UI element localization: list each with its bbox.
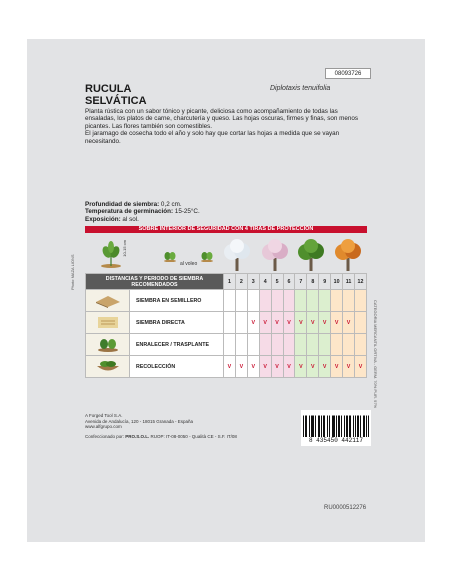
ru-code: RU0000512276 (324, 505, 367, 511)
spec-temperature: Temperatura de germinación: 15-25°C. (85, 208, 200, 216)
company-web: www.alfgrupo.com (85, 424, 122, 430)
calendar-cell (295, 334, 307, 356)
month-2: 2 (235, 274, 247, 290)
autumn-tree-icon (333, 238, 363, 272)
calendar-cell (295, 290, 307, 312)
calendar-mark: V (271, 312, 283, 334)
summer-tree-icon (296, 238, 326, 272)
description (85, 108, 367, 145)
scientific-name: Diplotaxis tenuifolia (270, 85, 331, 92)
winter-tree-icon (222, 238, 252, 272)
spec-depth: Profundidad de siembra: 0,2 cm. (85, 201, 182, 208)
company-address: Avenida de Andalucía, 120 - 18015 Granada - España (85, 418, 193, 424)
calendar-header (86, 274, 367, 290)
calendar-mark: V (343, 356, 355, 378)
calendar-mark: V (295, 312, 307, 334)
calendar-mark: V (307, 312, 319, 334)
spacing-measure: 10-15 cm (122, 240, 127, 257)
direct-sow-icon (86, 312, 130, 334)
harvest-icon (86, 356, 130, 378)
company-name: A Forged Tool S.A. (85, 413, 123, 418)
spring-tree-icon (260, 238, 290, 272)
calendar-cell (319, 290, 331, 312)
calendar-mark: V (259, 312, 271, 334)
broadcast-sowing-label: al voleo (180, 261, 198, 267)
calendar-row (86, 312, 367, 334)
calendar-cell (271, 334, 283, 356)
calendar-mark: V (319, 356, 331, 378)
calendar-cell (247, 290, 259, 312)
month-7: 7 (295, 274, 307, 290)
month-1: 1 (224, 274, 236, 290)
safety-band: SOBRE INTERIOR DE SEGURIDAD CON 4 TIRAS DE PROTECCIÓN (85, 226, 367, 233)
title-line-2: SELVÁTICA (85, 95, 147, 107)
calendar-mark: V (283, 312, 295, 334)
calendar-row-label: SIEMBRA EN SEMILLERO (130, 290, 224, 312)
calendar-cell (271, 290, 283, 312)
growing-specs (85, 201, 200, 223)
calendar-mark: V (343, 312, 355, 334)
month-8: 8 (307, 274, 319, 290)
calendar-cell (354, 290, 366, 312)
calendar-row-label: ENRALECER / TRASPLANTE (130, 334, 224, 356)
certification-line: Confeccionado por: PRO.S.O.L. RUOP: IT-08-0050 - Qualità CE - S.F. IT/08 (85, 434, 237, 439)
calendar-mark: V (247, 356, 259, 378)
calendar-cell (354, 334, 366, 356)
calendar-row-label: RECOLECCIÓN (130, 356, 224, 378)
calendar-cell (354, 312, 366, 334)
product-code: 08093726 (325, 68, 371, 79)
calendar-cell (307, 290, 319, 312)
calendar-cell (235, 290, 247, 312)
calendar-cell (331, 290, 343, 312)
sprout-icon (200, 250, 214, 262)
calendar-mark: V (259, 356, 271, 378)
sowing-calendar (85, 273, 367, 378)
calendar-cell (224, 334, 236, 356)
month-4: 4 (259, 274, 271, 290)
calendar-mark: V (271, 356, 283, 378)
calendar-cell (235, 334, 247, 356)
calendar-cell (319, 334, 331, 356)
seedbed-icon (86, 290, 130, 312)
calendar-cell (343, 334, 355, 356)
calendar-mark: V (295, 356, 307, 378)
barcode-number: 8 435450 442117 (301, 437, 371, 444)
company-info (85, 413, 193, 430)
photo-credit: Photo MAZA LIONS (70, 254, 75, 290)
product-title (85, 83, 147, 107)
calendar-row (86, 356, 367, 378)
calendar-mark: V (224, 356, 236, 378)
month-6: 6 (283, 274, 295, 290)
plant-spacing-icon (100, 240, 122, 268)
calendar-cell (343, 290, 355, 312)
calendar-mark: V (354, 356, 366, 378)
description-paragraph-1: Planta rústica con un sabor tónico y picante, deliciosa como acompañamiento de todas las ensaladas, los platos de carne, charcutería y queso. Las hojas oscuras, firmes y finas, son menos picantes. Las flores también son comestibles. (85, 108, 359, 130)
title-line-1: RUCULA (85, 83, 132, 95)
calendar-cell (247, 334, 259, 356)
calendar-row-label: SIEMBRA DIRECTA (130, 312, 224, 334)
calendar-cell (259, 334, 271, 356)
calendar-cell (224, 290, 236, 312)
calendar-mark: V (307, 356, 319, 378)
calendar-cell (235, 312, 247, 334)
calendar-cell (259, 290, 271, 312)
calendar-cell (224, 312, 236, 334)
month-9: 9 (319, 274, 331, 290)
calendar-mark: V (235, 356, 247, 378)
calendar-cell (283, 334, 295, 356)
month-10: 10 (331, 274, 343, 290)
calendar-row (86, 334, 367, 356)
calendar-cell (331, 334, 343, 356)
calendar-mark: V (331, 312, 343, 334)
spec-exposure: Exposición: al sol. (85, 215, 139, 223)
month-5: 5 (271, 274, 283, 290)
month-11: 11 (343, 274, 355, 290)
calendar-mark: V (331, 356, 343, 378)
calendar-header-label: DISTANCIAS Y PERIODO DE SIEMBRA RECOMENDADOS (86, 274, 224, 290)
calendar-cell (307, 334, 319, 356)
description-paragraph-2: El jaramago de cosecha todo el año y solo hay que cortar las hojas a medida que se vayan necesitando. (85, 130, 340, 145)
calendar-mark: V (319, 312, 331, 334)
packet-bottom-strip (27, 542, 425, 584)
transplant-icon (86, 334, 130, 356)
month-12: 12 (354, 274, 366, 290)
category-side-text: CATEGORIA MERCANTIL ORTIVA - GERM. 70% PUR. 97% (373, 300, 378, 409)
calendar-row (86, 290, 367, 312)
calendar-cell (283, 290, 295, 312)
month-3: 3 (247, 274, 259, 290)
sprout-icon (163, 250, 177, 262)
calendar-mark: V (247, 312, 259, 334)
calendar-mark: V (283, 356, 295, 378)
